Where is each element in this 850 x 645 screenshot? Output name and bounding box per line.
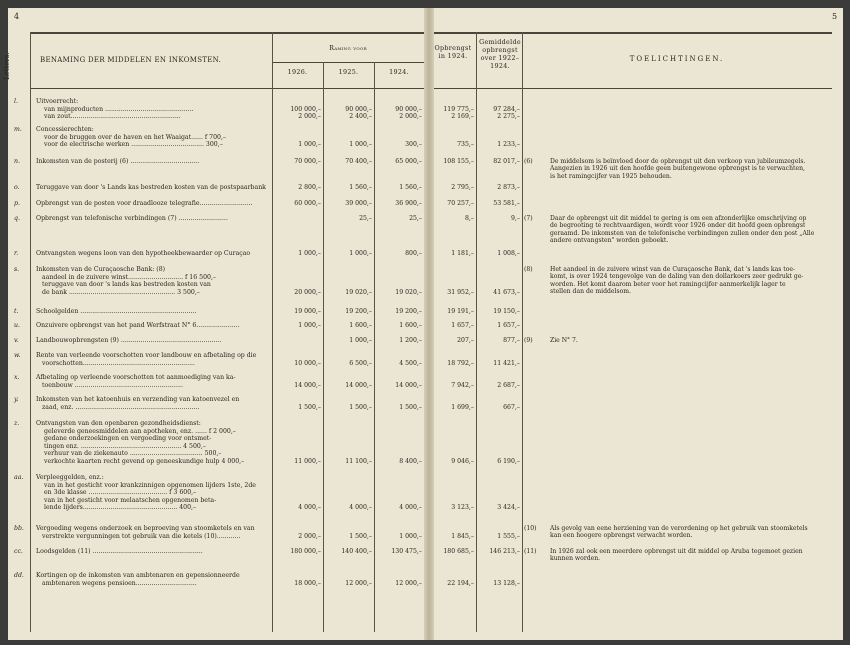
value-cell-d: 22 194,– <box>447 579 474 587</box>
row-letter: n. <box>14 158 20 165</box>
note-text: Aangezien in 1926 uit den hoofde geen buitengewone opbrengst is te verwachten, <box>550 165 805 173</box>
value-cell-c: 12 000,– <box>395 579 422 587</box>
value-cell-c: 36 900,– <box>395 200 422 207</box>
note-text: Het aandeel in de zuivere winst van de Curaçaosche Bank, dat 's lands kas toe- <box>550 266 796 273</box>
row-text: lende lijders................................................ 400,– <box>44 504 197 512</box>
row-text: toenbouw ....................................................... <box>42 381 183 389</box>
value-cell-a: 11 000,– <box>294 458 321 465</box>
value-cell-d: 2 169,– <box>451 113 474 121</box>
row-letter: q. <box>14 215 20 222</box>
row-text: Verpleeggelden, enz.: <box>36 474 104 481</box>
value-cell-b: 6 500,– <box>349 359 372 367</box>
note-text: komt, is over 1924 tengevolge van de daling van den dollarkoers zeer gedrukt ge- <box>550 273 804 281</box>
value-cell-d: 1 845,– <box>451 532 474 540</box>
row-letter: r. <box>14 250 19 257</box>
note-marker: (11) <box>524 548 537 555</box>
row-text: verhuur van de ziekenauto ..................................... 500,– <box>44 450 222 458</box>
value-cell-b: 1 000,– <box>349 337 372 344</box>
value-cell-e: 82 017,– <box>493 158 520 165</box>
value-cell-a: 1 000,– <box>298 141 321 149</box>
row-text: Ontvangsten van den openbaren gezondheidsdienst: <box>36 420 201 427</box>
row-letter: aa. <box>14 474 24 481</box>
column-title-1925: 1925. <box>338 68 359 76</box>
value-cell-a: 10 000,– <box>294 359 321 367</box>
value-cell-e: 2 873,– <box>497 184 520 191</box>
note-text: geraamd. De inkomsten van de telefonische verbindingen zullen onder den post „Alle <box>550 229 815 237</box>
value-cell-a: 70 000,– <box>294 158 321 165</box>
value-cell-d: 31 952,– <box>447 288 474 296</box>
note-text: De middelsom is beïnvloed door de opbrengst uit den verkoop van jubileumzegels. <box>550 158 806 165</box>
value-cell-d: 7 942,– <box>451 381 474 389</box>
row-text: Teruggave van door 's Lands kas bestreden kosten van de postspaarbank <box>36 184 266 191</box>
row-text: voor de bruggen over de haven en het Waaigat...... f 700,– <box>44 133 227 141</box>
value-cell-c: 4 000,– <box>399 504 422 512</box>
column-title-1926: 1926. <box>287 68 308 76</box>
value-cell-c: 4 500,– <box>399 359 422 367</box>
column-title-benaming: BENAMING DER MIDDELEN EN INKOMSTEN. <box>40 56 222 64</box>
row-text: Afbetaling op verleende voorschotten tot aanmoediging van ka- <box>36 374 236 381</box>
value-cell-b: 1 000,– <box>349 250 372 257</box>
row-text: Ontvangsten wegens loon van den hypotheekbewaarder op Curaçao <box>36 250 251 257</box>
value-cell-c: 8 400,– <box>399 458 422 465</box>
col-line <box>522 32 523 632</box>
row-text: van mijnproducten ............................................. <box>44 105 194 113</box>
row-text: Inkomsten van het katoenhuis en verzending van katoenvezel en <box>36 396 240 403</box>
row-letter: v. <box>14 337 19 344</box>
top-rule-right <box>434 32 832 34</box>
value-cell-a: 20 000,– <box>294 288 321 296</box>
value-cell-e: 667,– <box>503 403 520 411</box>
note-marker: (6) <box>524 158 533 165</box>
row-letter: dd. <box>14 572 24 579</box>
value-cell-b: 19 020,– <box>345 288 372 296</box>
row-letter: t. <box>14 308 19 315</box>
value-cell-d: 1 699,– <box>451 403 474 411</box>
value-cell-d: 735,– <box>457 141 474 149</box>
value-cell-d: 9 046,– <box>451 458 474 465</box>
value-cell-e: 1 657,– <box>497 322 520 329</box>
value-cell-b: 4 000,– <box>349 504 372 512</box>
header-bottom-rule-left <box>30 88 424 89</box>
row-letter: u. <box>14 322 20 329</box>
value-cell-b: 1 600,– <box>349 322 372 329</box>
value-cell-b: 1 500,– <box>349 532 372 540</box>
value-cell-d: 1 657,– <box>451 322 474 329</box>
value-cell-d: 3 123,– <box>451 504 474 512</box>
row-letter: z. <box>14 420 20 427</box>
letters-header: Letters. <box>3 52 11 80</box>
top-rule-left <box>30 32 424 34</box>
note-marker: (9) <box>524 337 533 344</box>
value-cell-b: 19 200,– <box>345 308 372 315</box>
value-cell-c: 1 000,– <box>399 532 422 540</box>
value-cell-c: 90 000,– <box>395 105 422 113</box>
row-text: zaad, enz. ............................................................... <box>42 403 200 411</box>
value-cell-c: 300,– <box>405 141 422 149</box>
value-cell-c: 1 600,– <box>399 322 422 329</box>
value-cell-d: 180 685,– <box>443 548 474 555</box>
value-cell-e: 19 150,– <box>493 308 520 315</box>
value-cell-c: 1 500,– <box>399 403 422 411</box>
value-cell-a: 180 000,– <box>290 548 321 555</box>
value-cell-c: 130 475,– <box>391 548 422 555</box>
note-marker: (8) <box>524 266 533 273</box>
row-text: Landbouwopbrengsten (9) ................................................... <box>36 337 222 344</box>
value-cell-d: 108 155,– <box>443 158 474 165</box>
row-letter: p. <box>14 200 20 207</box>
column-title-opbrengst: Opbrengst in 1924. <box>434 44 472 60</box>
value-cell-b: 11 100,– <box>345 458 372 465</box>
row-letter: o. <box>14 184 20 191</box>
value-cell-a: 100 000,– <box>290 105 321 113</box>
value-cell-c: 25,– <box>409 215 422 222</box>
value-cell-e: 1 008,– <box>497 250 520 257</box>
column-title-raming: Raming voor <box>329 44 367 52</box>
row-text: ambtenaren wegens pensioen............................... <box>42 579 197 587</box>
value-cell-b: 39 000,– <box>345 200 372 207</box>
row-text: Vergoeding wegens onderzoek en beproeving van stoomketels en van <box>36 525 255 532</box>
header-bottom-rule-right <box>434 88 832 89</box>
note-text: Zie N° 7. <box>550 337 578 344</box>
value-cell-e: 53 581,– <box>493 200 520 207</box>
row-text: Inkomsten van de posterij (6) ................................... <box>36 158 200 165</box>
row-text: Concessierechten: <box>36 126 94 133</box>
value-cell-b: 14 000,– <box>345 381 372 389</box>
value-cell-c: 800,– <box>405 250 422 257</box>
value-cell-d: 70 257,– <box>447 200 474 207</box>
value-cell-e: 6 190,– <box>497 458 520 465</box>
col-line <box>272 32 273 632</box>
row-text: Loodsgelden (11) ........................................................ <box>36 548 203 555</box>
value-cell-d: 2 795,– <box>451 184 474 191</box>
note-text: stellen dan de middelsom. <box>550 288 631 296</box>
column-title-gemiddelde: Gemiddelde opbrengst over 1922–1924. <box>479 38 521 70</box>
value-cell-e: 41 673,– <box>493 288 520 296</box>
value-cell-e: 97 284,– <box>493 105 520 113</box>
value-cell-a: 18 000,– <box>294 579 321 587</box>
row-text: van zout........................................................ <box>44 113 181 121</box>
row-text: Kortingen op de inkomsten van ambtenaren en gepensionneerde <box>36 572 240 579</box>
row-text: Opbrengst van telefonische verbindingen (7) ......................... <box>36 215 228 222</box>
value-cell-a: 2 000,– <box>298 532 321 540</box>
row-letter: s. <box>14 266 20 273</box>
note-text: is het ramingcijfer van 1925 behouden. <box>550 172 672 180</box>
note-text: Als gevolg van eene herziening van de verordening op het gebruik van stoomketels <box>550 525 808 532</box>
note-text: andere ontvangsten" worden geboekt. <box>550 237 669 245</box>
col-line <box>30 32 31 632</box>
row-text: van in het gesticht voor melaatschen opgenomen beta- <box>44 496 217 504</box>
value-cell-e: 1 233,– <box>497 141 520 149</box>
value-cell-a: 1 500,– <box>298 403 321 411</box>
value-cell-a: 14 000,– <box>294 381 321 389</box>
value-cell-e: 2 275,– <box>497 113 520 121</box>
page-number-left: 4 <box>14 12 20 21</box>
value-cell-d: 207,– <box>457 337 474 344</box>
row-text: Opbrengst van de posten voor draadlooze telegrafie........................... <box>36 200 253 207</box>
value-cell-c: 65 000,– <box>395 158 422 165</box>
value-cell-b: 1 000,– <box>349 141 372 149</box>
value-cell-c: 1 560,– <box>399 184 422 191</box>
row-text: tingen enz. ................................................... 4 500,– <box>44 442 206 450</box>
value-cell-a: 60 000,– <box>294 200 321 207</box>
value-cell-c: 1 200,– <box>399 337 422 344</box>
value-cell-c: 14 000,– <box>395 381 422 389</box>
row-text: Schoolgelden ........................................................... <box>36 308 197 315</box>
value-cell-d: 18 792,– <box>447 359 474 367</box>
value-cell-a: 1 000,– <box>298 322 321 329</box>
value-cell-b: 70 400,– <box>345 158 372 165</box>
value-cell-d: 19 191,– <box>447 308 474 315</box>
row-text: van in het gesticht voor krankzinnigen opgenomen lijders 1ste, 2de <box>44 481 256 489</box>
row-text: geleverde geneesmiddelen aan apotheken, enz. ...... f 2 000,– <box>44 427 236 435</box>
value-cell-b: 140 400,– <box>341 548 372 555</box>
value-cell-e: 146 213,– <box>489 548 520 555</box>
row-text: Onzuivere opbrengst van het pand Werfstraat N° 6...................... <box>36 322 240 329</box>
row-text: aandeel in de zuivere winst............................ f 16 500,– <box>42 273 217 281</box>
row-text: Uitvoerrecht: <box>36 98 79 105</box>
value-cell-e: 13 128,– <box>493 579 520 587</box>
page-number-right: 5 <box>832 12 838 21</box>
value-cell-b: 1 560,– <box>349 184 372 191</box>
row-text: en 3de klasse ........................................ f 3 600,– <box>44 489 197 497</box>
value-cell-e: 3 424,– <box>497 504 520 512</box>
note-text: de begrooting te rechtvaardigen, wordt voor 1926 onder dit hoofd geen opbrengst <box>550 222 806 230</box>
note-marker: (7) <box>524 215 533 222</box>
row-letter: x. <box>14 374 20 381</box>
value-cell-a: 1 000,– <box>298 250 321 257</box>
row-text: voor de electrische werken ..................................... 300,– <box>44 141 223 149</box>
note-text: kan een hoogere opbrengst verwacht worden. <box>550 532 693 540</box>
row-text: verstrekte vergunningen tot gebruik van die ketels (10)............ <box>42 532 241 540</box>
value-cell-b: 25,– <box>359 215 372 222</box>
row-text: voorschotten......................................................... <box>42 359 195 367</box>
value-cell-d: 1 181,– <box>451 250 474 257</box>
value-cell-a: 4 000,– <box>298 504 321 512</box>
row-text: de bank ...................................................... 3 500,– <box>42 288 200 296</box>
raming-subrule <box>272 62 424 63</box>
value-cell-c: 19 200,– <box>395 308 422 315</box>
row-text: Rente van verleende voorschotten voor landbouw en afbetaling op die <box>36 352 257 359</box>
column-title-toelichtingen: TOELICHTINGEN. <box>629 55 725 63</box>
value-cell-e: 11 421,– <box>493 359 520 367</box>
row-letter: m. <box>14 126 22 133</box>
note-marker: (10) <box>524 525 537 532</box>
value-cell-d: 8,– <box>465 215 474 222</box>
value-cell-a: 2 000,– <box>298 113 321 121</box>
row-letter: w. <box>14 352 21 359</box>
value-cell-b: 90 000,– <box>345 105 372 113</box>
row-text: gedane onderzoekingen en vergoeding voor ontsmet- <box>44 435 212 443</box>
value-cell-b: 1 500,– <box>349 403 372 411</box>
value-cell-c: 19 020,– <box>395 288 422 296</box>
value-cell-c: 2 000,– <box>399 113 422 121</box>
value-cell-e: 9,– <box>511 215 520 222</box>
row-text: teruggave van door 's lands kas bestreden kosten van <box>42 281 211 289</box>
value-cell-d: 119 775,– <box>443 105 474 113</box>
value-cell-b: 12 000,– <box>345 579 372 587</box>
row-text: Inkomsten van de Curaçaosche Bank: (8) <box>36 266 166 273</box>
value-cell-a: 19 000,– <box>294 308 321 315</box>
row-text: verkochte kaarten recht gevend op geneeskundige hulp 4 000,– <box>44 458 245 465</box>
col-line <box>476 32 477 632</box>
value-cell-e: 877,– <box>503 337 520 344</box>
row-letter: bb. <box>14 525 24 532</box>
value-cell-e: 2 687,– <box>497 381 520 389</box>
value-cell-e: 1 555,– <box>497 532 520 540</box>
row-letter: l. <box>14 98 18 105</box>
note-text: kunnen worden. <box>550 555 601 563</box>
row-letter: y. <box>14 396 19 403</box>
value-cell-b: 2 400,– <box>349 113 372 121</box>
row-letter: cc. <box>14 548 23 555</box>
note-text: In 1926 zal ook een meerdere opbrengst uit dit middel op Aruba tegemoet gezien <box>550 548 803 555</box>
note-text: worden. Het komt daarom beter voor het ramingcijfer aanmerkelijk lager te <box>550 280 786 288</box>
value-cell-a: 2 800,– <box>298 184 321 191</box>
note-text: Daar de opbrengst uit dit middel te gering is om een afzonderlijke omschrijving op <box>550 215 807 222</box>
column-title-1924: 1924. <box>389 68 409 76</box>
